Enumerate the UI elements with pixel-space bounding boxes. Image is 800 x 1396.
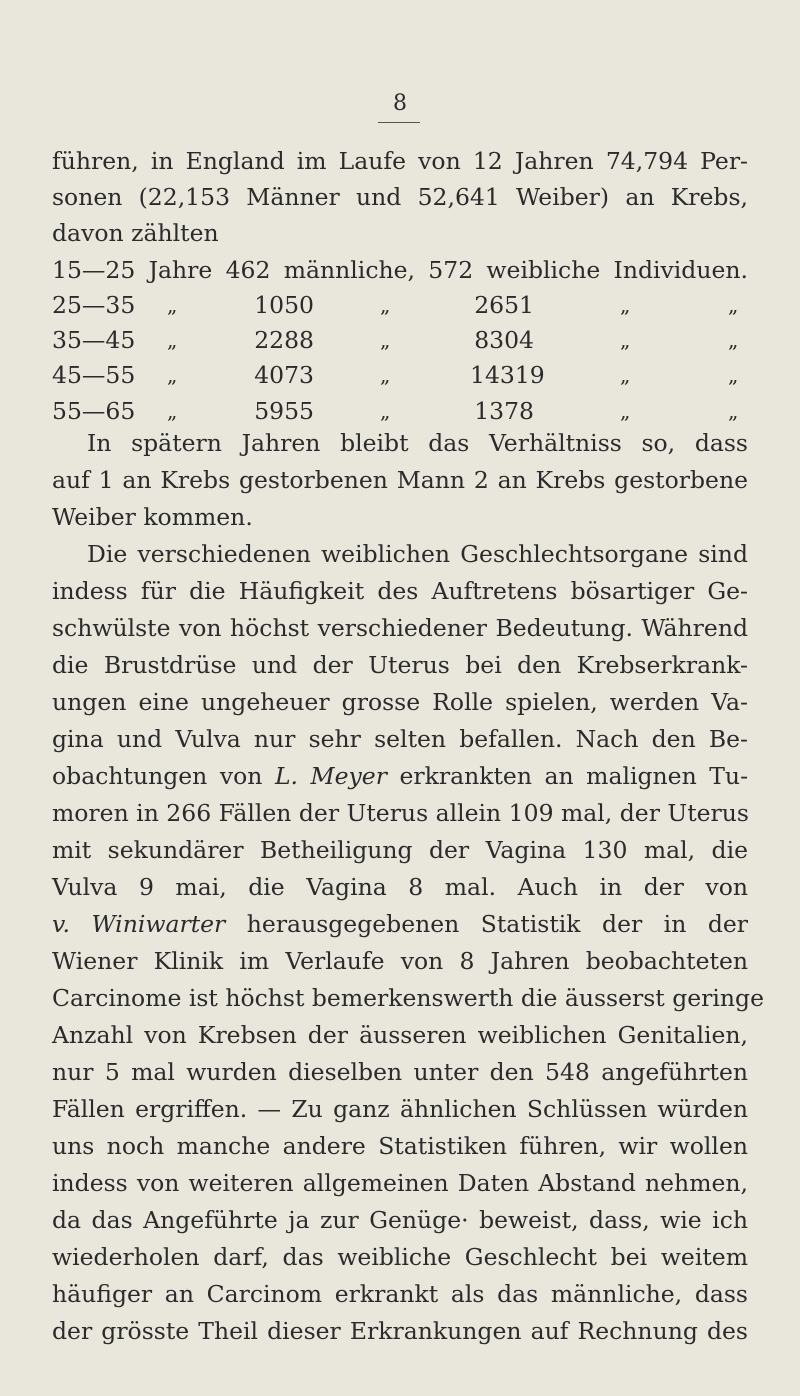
text-line: moren in 266 Fällen der Uterus allein 109 mal, der Uterus	[52, 799, 749, 827]
text-line: Carcinome ist höchst bemerkenswerth die äusserst geringe	[52, 984, 765, 1012]
text-line	[52, 761, 748, 791]
text-line: ungen eine ungeheuer grosse Rolle spielen, werden Va-	[52, 688, 748, 716]
table-row	[52, 290, 752, 320]
age-range: 35—45	[52, 326, 136, 354]
ditto-mark: „	[167, 328, 178, 352]
ditto-mark: „	[167, 363, 178, 387]
text-line	[52, 909, 748, 939]
women-count: 14319	[470, 361, 545, 389]
text-line: da das Angeführte ja zur Genüge· beweist, dass, wie ich	[52, 1206, 748, 1234]
text-line: schwülste von höchst verschiedener Bedeutung. Während	[52, 614, 748, 642]
ditto-mark: „	[728, 328, 739, 352]
ditto-mark: „	[620, 363, 631, 387]
text-line: indess für die Häufigkeit des Auftretens bösartiger Ge-	[52, 577, 748, 605]
table-row	[52, 325, 752, 355]
men-count: 4073	[254, 361, 314, 389]
text-line: mit sekundärer Betheiligung der Vagina 130 mal, die	[52, 836, 748, 864]
page-number-rule	[378, 122, 420, 123]
ditto-mark: „	[728, 293, 739, 317]
ditto-mark: „	[380, 399, 391, 423]
women-count: 2651	[474, 291, 534, 319]
text-line: führen, in England im Laufe von 12 Jahren 74,794 Per-	[52, 147, 748, 175]
age-range: 45—55	[52, 361, 136, 389]
ditto-mark: „	[728, 399, 739, 423]
ditto-mark: „	[167, 399, 178, 423]
author-name: v. Winiwarter	[52, 910, 226, 938]
age-range: 25—35	[52, 291, 136, 319]
text-line: der grösste Theil dieser Erkrankungen auf Rechnung des	[52, 1317, 748, 1345]
text-line: indess von weiteren allgemeinen Daten Abstand nehmen,	[52, 1169, 748, 1197]
text-segment: obachtungen von	[52, 762, 275, 790]
text-line: Fällen ergriffen. — Zu ganz ähnlichen Schlüssen würden	[52, 1095, 748, 1123]
text-line: Weiber kommen.	[52, 503, 253, 531]
men-count: 1050	[254, 291, 314, 319]
men-count: 5955	[254, 397, 314, 425]
text-line: Anzahl von Krebsen der äusseren weiblichen Genitalien,	[52, 1021, 748, 1049]
ditto-mark: „	[380, 293, 391, 317]
page-number: 8	[393, 91, 407, 116]
text-line: nur 5 mal wurden dieselben unter den 548 angeführten	[52, 1058, 748, 1086]
table-row	[52, 396, 752, 426]
women-count: 8304	[474, 326, 534, 354]
text-line: häufiger an Carcinom erkrankt als das männliche, dass	[52, 1280, 748, 1308]
text-line: Die verschiedenen weiblichen Geschlechtsorgane sind	[87, 540, 748, 568]
text-line: wiederholen darf, das weibliche Geschlecht bei weitem	[52, 1243, 748, 1271]
age-range: 55—65	[52, 397, 136, 425]
ditto-mark: „	[620, 293, 631, 317]
author-name: L. Meyer	[274, 762, 387, 790]
ditto-mark: „	[380, 328, 391, 352]
ditto-mark: „	[620, 399, 631, 423]
text-segment: herausgegebenen Statistik der in der	[225, 910, 748, 938]
ditto-mark: „	[728, 363, 739, 387]
text-line: die Brustdrüse und der Uterus bei den Krebserkrank-	[52, 651, 748, 679]
men-count: 2288	[254, 326, 314, 354]
table-header-line: 15—25 Jahre 462 männliche, 572 weibliche Individuen.	[52, 256, 748, 284]
text-line: uns noch manche andere Statistiken führen, wir wollen	[52, 1132, 748, 1160]
women-count: 1378	[474, 397, 534, 425]
ditto-mark: „	[620, 328, 631, 352]
text-line: In spätern Jahren bleibt das Verhältniss so, dass	[87, 429, 748, 457]
ditto-mark: „	[380, 363, 391, 387]
text-line: gina und Vulva nur sehr selten befallen. Nach den Be-	[52, 725, 748, 753]
text-line: sonen (22,153 Männer und 52,641 Weiber) an Krebs,	[52, 183, 748, 211]
text-line: davon zählten	[52, 219, 219, 247]
table-row	[52, 360, 752, 390]
text-line: Wiener Klinik im Verlaufe von 8 Jahren beobachteten	[52, 947, 748, 975]
ditto-mark: „	[167, 293, 178, 317]
text-line: auf 1 an Krebs gestorbenen Mann 2 an Krebs gestorbene	[52, 466, 748, 494]
text-line: Vulva 9 mai, die Vagina 8 mal. Auch in der von	[52, 873, 748, 901]
text-segment: erkrankten an malignen Tu-	[386, 762, 749, 790]
